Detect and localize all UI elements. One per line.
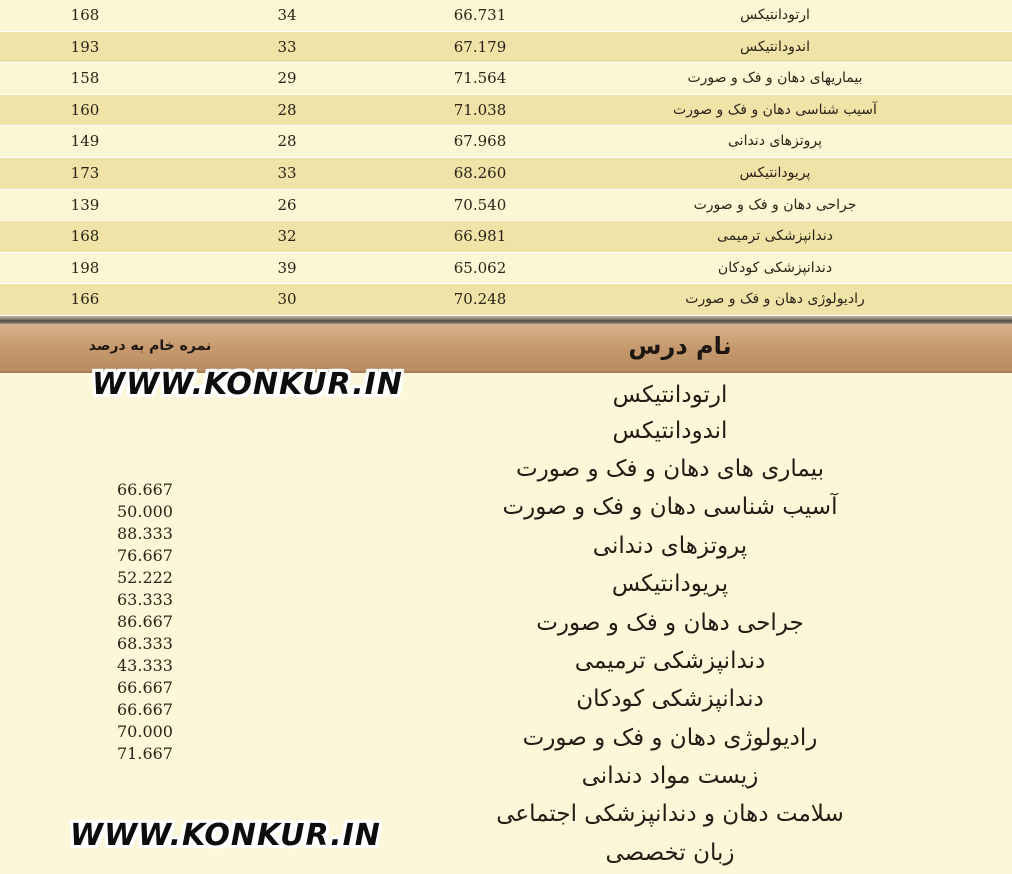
avg-cell: 70.540 bbox=[453, 195, 507, 214]
table-row bbox=[0, 32, 1012, 64]
table-row bbox=[0, 126, 1012, 158]
list-item: پریودانتیکس bbox=[611, 571, 729, 597]
watermark-bottom: WWW.KONKUR.IN bbox=[70, 818, 381, 853]
list-item: دندانپزشکی ترمیمی bbox=[574, 648, 766, 674]
list-item: دندانپزشکی کودکان bbox=[576, 686, 764, 712]
list-item: رادیولوژی دهان و فک و صورت bbox=[522, 725, 818, 751]
avg-cell: 70.248 bbox=[453, 290, 507, 309]
score-value: 71.667 bbox=[117, 744, 173, 763]
score-value: 68.333 bbox=[117, 634, 173, 653]
avg-cell: 67.179 bbox=[453, 37, 507, 56]
score-value: 63.333 bbox=[117, 590, 173, 609]
watermark-top: WWW.KONKUR.IN bbox=[92, 367, 403, 402]
list-item: ارتودانتیکس bbox=[612, 382, 728, 408]
list-item: زبان تخصصی bbox=[605, 840, 735, 866]
table-row bbox=[0, 253, 1012, 285]
avg-cell: 71.564 bbox=[453, 69, 507, 88]
table-row bbox=[0, 284, 1012, 316]
list-item: زیست مواد دندانی bbox=[581, 763, 759, 789]
avg-cell: 68.260 bbox=[453, 163, 507, 182]
count-cell: 173 bbox=[70, 163, 100, 182]
count-cell: 166 bbox=[70, 290, 100, 309]
list-item: جراحی دهان و فک و صورت bbox=[536, 610, 804, 636]
avg-cell: 71.038 bbox=[453, 100, 507, 119]
n-cell: 28 bbox=[277, 132, 297, 151]
table-row bbox=[0, 0, 1012, 32]
count-cell: 193 bbox=[70, 37, 100, 56]
score-value: 66.667 bbox=[117, 480, 173, 499]
count-cell: 168 bbox=[70, 227, 100, 246]
table-row bbox=[0, 221, 1012, 253]
count-cell: 160 bbox=[70, 100, 100, 119]
score-value: 66.667 bbox=[117, 700, 173, 719]
count-cell: 168 bbox=[70, 6, 100, 24]
avg-cell: 66.731 bbox=[453, 6, 507, 24]
top-table bbox=[0, 0, 1012, 316]
count-cell: 149 bbox=[70, 132, 100, 151]
score-value: 70.000 bbox=[117, 722, 173, 741]
count-cell: 139 bbox=[70, 195, 100, 214]
list-item: آسیب شناسی دهان و فک و صورت bbox=[502, 494, 838, 520]
n-cell: 26 bbox=[277, 195, 297, 214]
course-cell: بیماریهای دهان و فک و صورت bbox=[687, 70, 863, 87]
n-cell: 39 bbox=[277, 258, 297, 277]
course-cell: جراحی دهان و فک و صورت bbox=[693, 196, 857, 213]
n-cell: 32 bbox=[277, 227, 297, 246]
course-cell: رادیولوژی دهان و فک و صورت bbox=[685, 291, 865, 308]
list-item: سلامت دهان و دندانپزشکی اجتماعی bbox=[496, 801, 844, 827]
table-row bbox=[0, 190, 1012, 222]
course-cell: دندانپزشکی ترمیمی bbox=[717, 228, 833, 245]
score-value: 43.333 bbox=[117, 656, 173, 675]
score-value: 66.667 bbox=[117, 678, 173, 697]
list-item: بیماری های دهان و فک و صورت bbox=[516, 456, 824, 482]
table-row bbox=[0, 95, 1012, 127]
n-cell: 33 bbox=[277, 37, 297, 56]
score-value: 88.333 bbox=[117, 524, 173, 543]
n-cell: 34 bbox=[277, 6, 297, 24]
n-cell: 29 bbox=[277, 69, 297, 88]
list-item: پروتزهای دندانی bbox=[592, 533, 748, 559]
course-cell: آسیب شناسی دهان و فک و صورت bbox=[673, 101, 877, 118]
score-value: 50.000 bbox=[117, 502, 173, 521]
raw-score-header: نمره خام به درصد bbox=[88, 338, 212, 354]
course-cell: اندودانتیکس bbox=[740, 38, 810, 55]
table-row bbox=[0, 158, 1012, 190]
n-cell: 30 bbox=[277, 290, 297, 309]
count-cell: 158 bbox=[70, 69, 100, 88]
avg-cell: 65.062 bbox=[453, 258, 507, 277]
n-cell: 28 bbox=[277, 100, 297, 119]
list-item: اندودانتیکس bbox=[612, 418, 728, 444]
n-cell: 33 bbox=[277, 163, 297, 182]
course-name-header: نام درس bbox=[628, 332, 732, 360]
course-cell: ارتودانتیکس bbox=[740, 7, 810, 23]
course-cell: پریودانتیکس bbox=[739, 164, 811, 181]
score-value: 52.222 bbox=[117, 568, 173, 587]
avg-cell: 67.968 bbox=[453, 132, 507, 151]
table-row bbox=[0, 63, 1012, 95]
avg-cell: 66.981 bbox=[453, 227, 507, 246]
course-cell: دندانپزشکی کودکان bbox=[717, 259, 833, 276]
column-header-bar bbox=[0, 324, 1012, 373]
count-cell: 198 bbox=[70, 258, 100, 277]
course-cell: پروتزهای دندانی bbox=[728, 133, 822, 150]
section-divider bbox=[0, 316, 1012, 324]
score-value: 76.667 bbox=[117, 546, 173, 565]
score-value: 86.667 bbox=[117, 612, 173, 631]
